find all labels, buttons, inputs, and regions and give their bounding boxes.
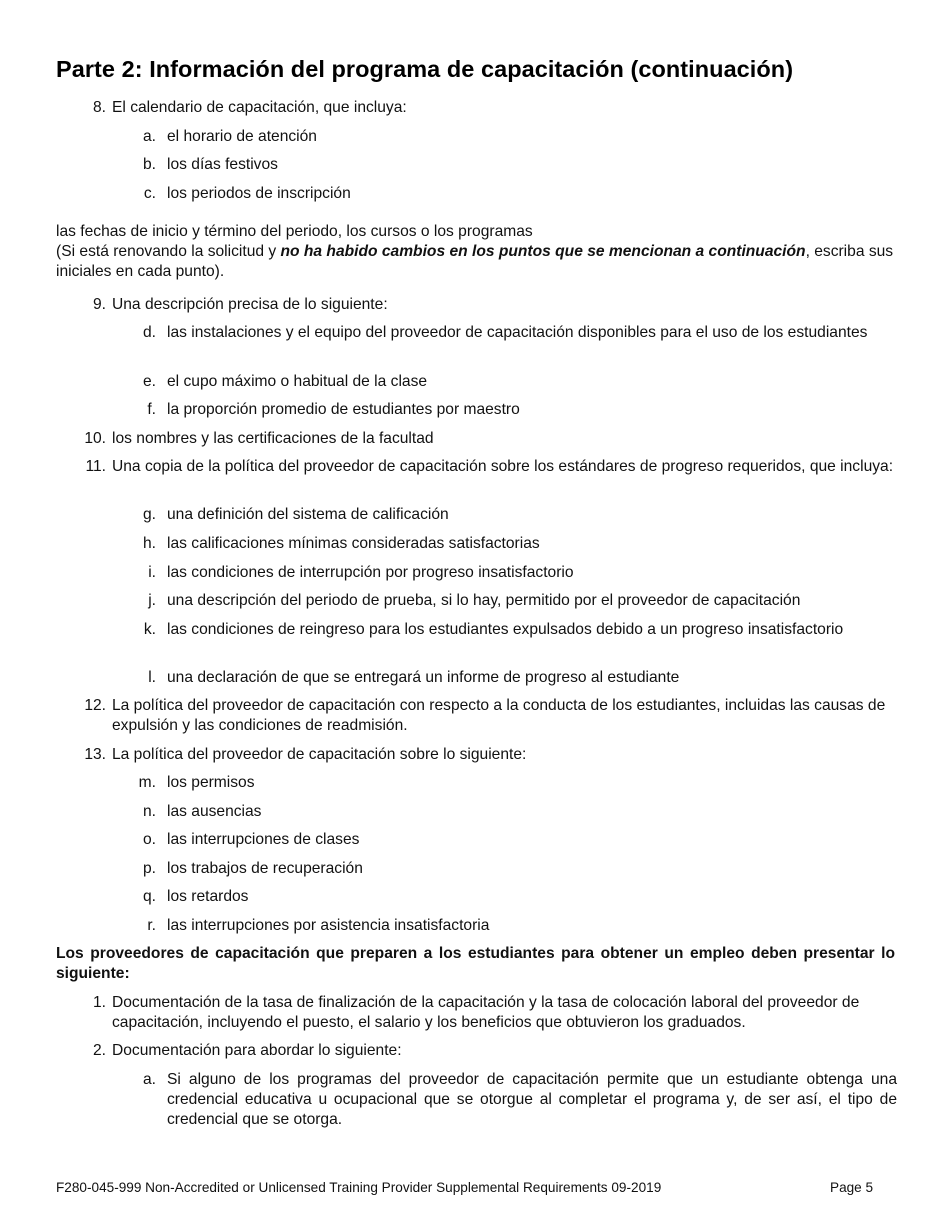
- sub-item-letter: e.: [142, 373, 156, 390]
- sub-item-text: los trabajos de recuperación: [167, 860, 363, 877]
- item-number: 13.: [84, 746, 106, 763]
- sub-item-text: las condiciones de interrupción por progreso insatisfactorio: [167, 564, 574, 581]
- sub-item-letter: g.: [142, 506, 156, 523]
- sub-item-text: una definición del sistema de calificación: [167, 506, 449, 523]
- sub-item-letter: a.: [142, 128, 156, 145]
- item-number: 8.: [92, 99, 106, 116]
- sub-item-text: los retardos: [167, 888, 249, 905]
- item-text: La política del proveedor de capacitación con respecto a la conducta de los estudiantes, incluidas las causas de expulsión y las condiciones de readmisión.: [112, 697, 886, 734]
- footer-form-id: F280-045-999 Non-Accredited or Unlicensed Training Provider Supplemental Requirements 09-2019: [56, 1180, 662, 1195]
- sub-item-text: Si alguno de los programas del proveedor de capacitación permite que un estudiante obtenga una credencial educativa u ocupacional que se otorgue al completar el programa y, de ser así, el tipo de credencial que se otorga.: [167, 1071, 897, 1128]
- sub-item-text: los permisos: [167, 774, 255, 791]
- item-number: 10.: [84, 430, 106, 447]
- item-text: Una descripción precisa de lo siguiente:: [112, 296, 388, 313]
- sub-item-text: los días festivos: [167, 156, 278, 173]
- item-text: Una copia de la política del proveedor de capacitación sobre los estándares de progreso requeridos, que incluya:: [112, 458, 894, 475]
- note-text-b: , escriba sus iniciales en cada punto).: [56, 243, 894, 280]
- sub-item-text: una declaración de que se entregará un informe de progreso al estudiante: [167, 669, 680, 686]
- sub-item-letter: l.: [148, 669, 156, 686]
- page-title: Parte 2: Información del programa de capacitación (continuación): [56, 56, 794, 82]
- sub-item-text: el cupo máximo o habitual de la clase: [167, 373, 428, 390]
- item-text: Documentación de la tasa de finalización de la capacitación y la tasa de colocación laboral del proveedor de capacitación, incluyendo el puesto, el salario y los beneficios que obtuvieron los graduados.: [112, 994, 860, 1031]
- sub-item-text: las calificaciones mínimas consideradas satisfactorias: [167, 535, 540, 552]
- sub-item-letter: f.: [147, 401, 156, 418]
- note-line-1: las fechas de inicio y término del periodo, los cursos o los programas: [56, 223, 533, 240]
- note-emphasis: no ha habido cambios en los puntos que se mencionan a continuación: [280, 243, 806, 260]
- sub-item-text: el horario de atención: [167, 128, 317, 145]
- sub-item-text: las interrupciones de clases: [167, 831, 360, 848]
- sub-item-text: una descripción del periodo de prueba, si lo hay, permitido por el proveedor de capacitación: [167, 592, 801, 609]
- item-text: Documentación para abordar lo siguiente:: [112, 1042, 402, 1059]
- sub-item-letter: o.: [142, 831, 156, 848]
- sub-item-letter: a.: [142, 1071, 156, 1088]
- sub-item-letter: m.: [138, 774, 156, 791]
- sub-item-text: la proporción promedio de estudiantes por maestro: [167, 401, 520, 418]
- sub-item-letter: p.: [142, 860, 156, 877]
- note-text-a: (Si está renovando la solicitud y: [56, 243, 281, 260]
- sub-item-letter: n.: [142, 803, 156, 820]
- item-number: 11.: [85, 458, 106, 475]
- item-number: 9.: [92, 296, 106, 313]
- sub-item-letter: i.: [148, 564, 156, 581]
- item-number: 1.: [92, 994, 106, 1011]
- sub-item-letter: h.: [142, 535, 156, 552]
- item-number: 12.: [84, 697, 106, 714]
- item-number: 2.: [92, 1042, 106, 1059]
- sub-item-text: las condiciones de reingreso para los estudiantes expulsados debido a un progreso insatisfactorio: [167, 621, 844, 638]
- sub-item-letter: d.: [142, 324, 156, 341]
- footer-page-number: Page 5: [830, 1180, 874, 1195]
- sub-item-letter: q.: [142, 888, 156, 905]
- sub-item-letter: k.: [143, 621, 156, 638]
- sub-item-text: las instalaciones y el equipo del proveedor de capacitación disponibles para el uso de los estudiantes: [167, 324, 868, 341]
- sub-item-letter: r.: [147, 917, 156, 934]
- item-text: los nombres y las certificaciones de la facultad: [112, 430, 434, 447]
- sub-item-letter: b.: [142, 156, 156, 173]
- sub-item-text: las ausencias: [167, 803, 262, 820]
- employment-heading: Los proveedores de capacitación que preparen a los estudiantes para obtener un empleo deben presentar lo siguiente:: [56, 945, 895, 982]
- item-text: El calendario de capacitación, que incluya:: [112, 99, 407, 116]
- renewal-note: [56, 222, 896, 282]
- item-text: La política del proveedor de capacitación sobre lo siguiente:: [112, 746, 527, 763]
- sub-item-letter: c.: [143, 185, 156, 202]
- sub-item-text: las interrupciones por asistencia insatisfactoria: [167, 917, 490, 934]
- sub-item-letter: j.: [148, 592, 156, 609]
- sub-item-text: los periodos de inscripción: [167, 185, 351, 202]
